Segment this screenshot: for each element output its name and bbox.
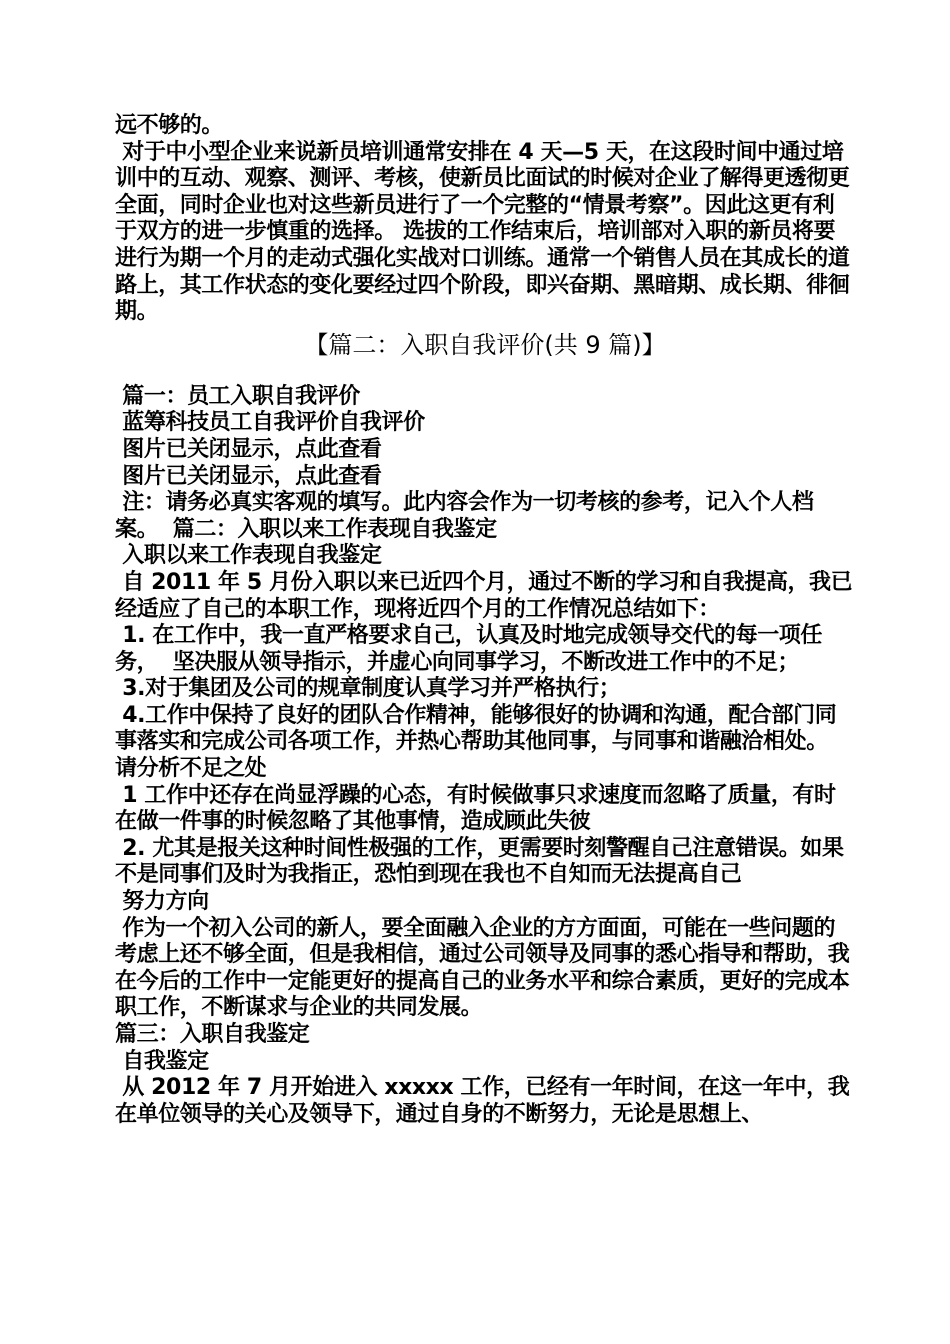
subheading: 自我鉴定: [115, 1048, 209, 1074]
list-item: 2. 尤其是报关这种时间性极强的工作，更需要时刻警醒自己注意错误。如果不是同事们及时为我指正，恐怕到现在我也不自知而无法提高自己: [115, 835, 844, 888]
image-placeholder-link[interactable]: 图片已关闭显示，点此查看: [115, 436, 382, 462]
subheading: 篇一：员工入职自我评价: [115, 383, 360, 409]
subheading: 蓝筹科技员工自我评价自我评价: [115, 410, 425, 436]
list-item: 1 工作中还存在尚显浮躁的心态，有时候做事只求速度而忽略了质量，有时在做一件事的时候忽略了其他事情，造成顾此失彼: [115, 782, 836, 835]
document-body: [115, 113, 855, 1128]
list-item: 3.对于集团及公司的规章制度认真学习并严格执行；: [115, 676, 621, 702]
list-item: 1. 在工作中，我一直严格要求自己，认真及时地完成领导交代的每一项任务， 坚决服从领导指示，并虚心向同事学习，不断改进工作中的不足；: [115, 623, 822, 675]
image-placeholder-link[interactable]: 图片已关闭显示，点此查看: [115, 463, 382, 489]
subheading: 篇三：入职自我鉴定: [115, 1022, 310, 1047]
paragraph: 注：请务必真实客观的填写。此内容会作为一切考核的参考，记入个人档案。 篇二：入职以来工作表现自我鉴定: [115, 490, 814, 542]
paragraph: 从 2012 年 7 月开始进入 xxxxx 工作，已经有一年时间，在这一年中，我在单位领导的关心及领导下，通过自身的不断努力，无论是思想上、: [115, 1075, 850, 1127]
subheading: 努力方向: [115, 889, 209, 915]
section-title: 【篇二：入职自我评价(共 9 篇)】: [304, 330, 666, 359]
paragraph: 自 2011 年 5 月份入职以来已近四个月，通过不断的学习和自我提高，我已经适应了自己的本职工作，现将近四个月的工作情况总结如下：: [115, 569, 853, 622]
list-item: 4.工作中保持了良好的团队合作精神，能够很好的协调和沟通，配合部门同事落实和完成公司各项工作，并热心帮助其他同事，与同事和谐融洽相处。 请分析不足之处: [115, 702, 837, 782]
subheading: 入职以来工作表现自我鉴定: [115, 543, 382, 569]
paragraph: 作为一个初入公司的新人，要全面融入企业的方方面面，可能在一些问题的考虑上还不够全面，但是我相信，通过公司领导及同事的悉心指导和帮助，我在今后的工作中一定能更好的提高自己的业务水平和综合素质，更好的完成本职工作，不断谋求与企业的共同发展。: [115, 915, 850, 1021]
paragraph: 远不够的。: [115, 113, 224, 138]
paragraph: 对于中小型企业来说新员培训通常安排在 4 天—5 天，在这段时间中通过培训中的互动、观察、测评、考核，使新员比面试的时候对企业了解得更透彻更全面，同时企业也对这些新员进行了一个完整的“情景考察”。因此这更有利于双方的进一步慎重的选择。 选拔的工作结束后，培训部对入职的新员将要进行为期一个月的走动式强化实战对口训练。通常一个销售人员在其成长的道路上，其工作状态的变化要经过四个阶段，即兴奋期、黑暗期、成长期、徘徊期。: [115, 139, 850, 325]
